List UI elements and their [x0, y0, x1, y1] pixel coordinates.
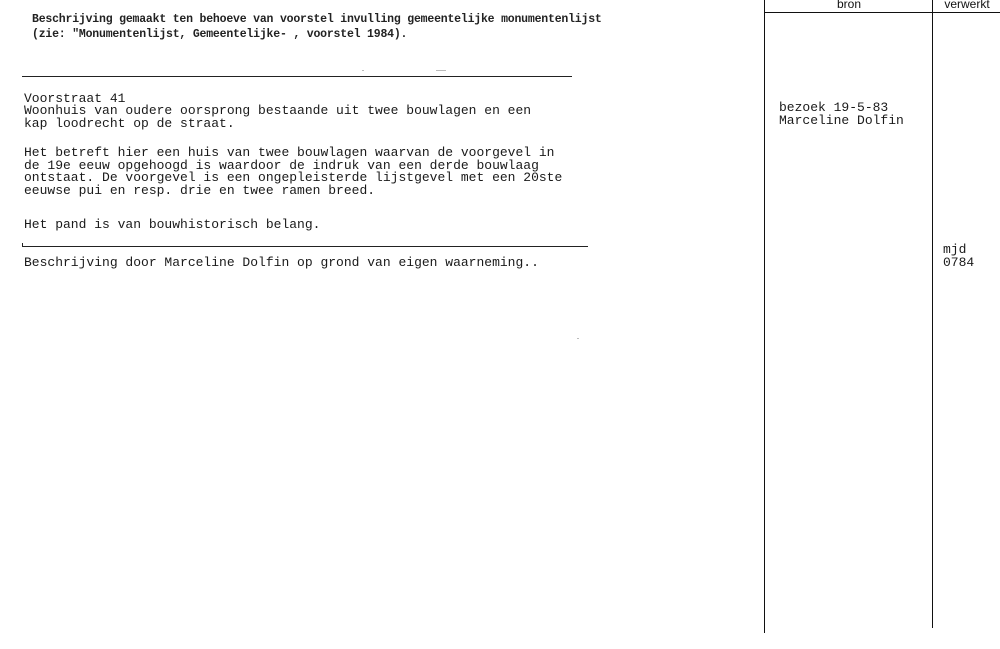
column-divider-bron: [764, 0, 765, 633]
paragraph-details: [24, 147, 624, 197]
column-header-rule: [764, 12, 1000, 13]
verwerkt-line: mjd: [943, 242, 967, 257]
column-header-bron: bron: [836, 0, 862, 11]
paragraph-line: ontstaat. De voorgevel is een ongepleisterde lijstgevel met een 20ste: [24, 170, 563, 185]
header-line-2: (zie: "Monumentenlijst, Gemeentelijke- , voorstel 1984).: [32, 28, 408, 41]
author-note: Beschrijving door Marceline Dolfin op grond van eigen waarneming..: [24, 255, 539, 270]
address: Voorstraat 41: [24, 91, 126, 106]
column-divider-verwerkt: [932, 0, 933, 628]
scan-speck: [362, 70, 364, 71]
paragraph-line: kap loodrecht op de straat.: [24, 115, 235, 131]
paragraph-line: Het betreft hier een huis van twee bouwlagen waarvan de voorgevel in: [24, 145, 555, 160]
paragraph-line: de 19e eeuw opgehoogd is waardoor de indruk van een derde bouwlaag: [24, 157, 539, 173]
paragraph-line: eeuwse pui en resp. drie en twee ramen breed.: [24, 182, 376, 198]
verwerkt-line: 0784: [943, 255, 975, 270]
verwerkt-entry: [943, 243, 974, 269]
bron-line: Marceline Dolfin: [779, 113, 904, 128]
header-line-1: Beschrijving gemaakt ten behoeve van voorstel invulling gemeentelijke monumentenlijst: [32, 13, 602, 26]
header-note: [32, 12, 652, 42]
bron-line: bezoek 19-5-83: [779, 100, 889, 115]
scan-speck: [436, 70, 446, 71]
scan-speck: [577, 338, 579, 339]
paragraph-significance: Het pand is van bouwhistorisch belang.: [24, 217, 321, 232]
top-divider: [22, 76, 572, 77]
bottom-divider: [22, 246, 588, 247]
paragraph-description: [24, 105, 624, 130]
column-header-verwerkt: verwerkt: [944, 0, 990, 11]
bron-entry: [779, 101, 904, 127]
paragraph-line: Woonhuis van oudere oorsprong bestaande uit twee bouwlagen en een: [24, 103, 532, 118]
